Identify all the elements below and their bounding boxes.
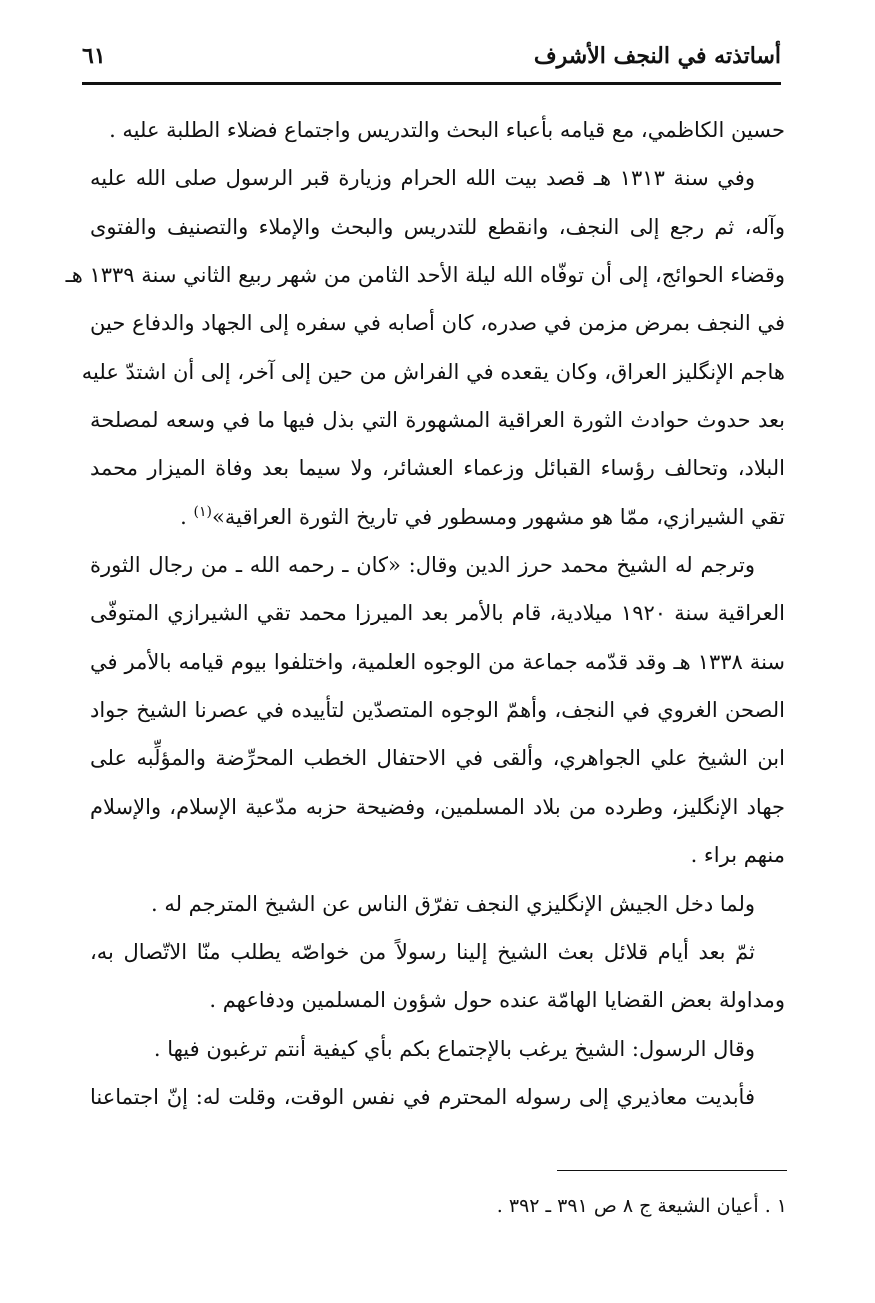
- text-line: [90, 400, 785, 448]
- text-line-content: ولما دخل الجيش الإنگليزي النجف تفرّق الناس عن الشيخ المترجم له .: [151, 891, 755, 916]
- text-line: [90, 787, 785, 835]
- text-line-content: بعد حدوث حوادث الثورة العراقية المشهورة التي بذل فيها ما في وسعه لمصلحة: [90, 408, 785, 433]
- page-header: [82, 36, 781, 76]
- text-line-content: في النجف بمرض مزمن في صدره، كان أصابه في سفره إلى الجهاد والدفاع حين: [90, 311, 785, 336]
- body-text: [65, 110, 785, 1125]
- text-line: [90, 303, 785, 351]
- text-line: [90, 448, 785, 496]
- text-line-content: وقضاء الحوائج، إلى أن توفّاه الله ليلة الأحد الثامن من شهر ربيع الثاني سنة ١٣٣٩ هـ: [65, 263, 785, 288]
- text-line-content: ثمّ بعد أيام قلائل بعث الشيخ إلينا رسولاً من خواصّه يطلب منّا الاتّصال به،: [90, 939, 755, 964]
- text-line-content: ومداولة بعض القضايا الهامّة عنده حول شؤون المسلمين ودفاعهم .: [209, 988, 785, 1013]
- text-line-content: وترجم له الشيخ محمد حرز الدين وقال: «كان ـ رحمه الله ـ من رجال الثورة: [90, 553, 755, 578]
- text-line: [90, 207, 785, 255]
- text-line-content: ابن الشيخ علي الجواهري، وألقى في الاحتفال الخطب المحرِّضة والمؤلِّبه على: [90, 746, 785, 771]
- text-line: [90, 545, 785, 593]
- header-rule: [82, 82, 781, 85]
- text-line-content: وفي سنة ١٣١٣ هـ قصد بيت الله الحرام وزيارة قبر الرسول صلى الله عليه: [90, 166, 755, 191]
- text-line: [90, 642, 785, 690]
- text-line: [90, 932, 785, 980]
- footnote: ١ . أعيان الشيعة ج ٨ ص ٣٩١ ـ ٣٩٢ .: [496, 1195, 787, 1217]
- footnote-rule: [557, 1170, 787, 1171]
- text-line: [90, 1077, 785, 1125]
- text-line: [90, 884, 785, 932]
- text-line: [90, 497, 785, 545]
- text-line: [65, 255, 785, 303]
- text-line-content: منهم براء .: [690, 843, 785, 868]
- text-line-content: وقال الرسول: الشيخ يرغب بالإجتماع بكم بأي كيفية أنتم ترغبون فيها .: [153, 1036, 755, 1061]
- text-line-content: حسين الكاظمي، مع قيامه بأعباء البحث والتدريس واجتماع فضلاء الطلبة عليه .: [109, 118, 785, 142]
- text-line: [90, 835, 785, 883]
- text-line-tail: .: [180, 504, 194, 529]
- text-line-content: الصحن الغروي في النجف، وأهمّ الوجوه المتصدّين لتأييده في عصرنا الشيخ جواد: [90, 698, 785, 723]
- text-line-content: العراقية سنة ١٩٢٠ ميلادية، قام بالأمر بعد الميرزا محمد تقي الشيرازي المتوفّى: [90, 601, 785, 626]
- text-line-content: تقي الشيرازي، ممّا هو مشهور ومسطور في تاريخ الثورة العراقية»: [212, 504, 785, 529]
- text-line: [90, 1029, 785, 1077]
- text-line-content: فأبديت معاذيري إلى رسوله المحترم في نفس الوقت، وقلت له: إنّ اجتماعنا: [90, 1084, 755, 1109]
- footnote-reference[interactable]: (١): [193, 503, 212, 520]
- text-line: [90, 738, 785, 786]
- running-title: أساتذته في النجف الأشرف: [533, 43, 781, 69]
- text-line: [90, 593, 785, 641]
- text-line: [90, 110, 785, 158]
- text-line-content: البلاد، وتحالف رؤساء القبائل وزعماء العشائر، ولا سيما بعد وفاة الميزار محمد: [90, 456, 785, 481]
- text-line: [90, 690, 785, 738]
- text-line-content: هاجم الإنگليز العراق، وكان يقعده في الفراش من حين إلى آخر، إلى أن اشتدّ عليه: [81, 359, 785, 384]
- page-number: ٦١: [82, 43, 106, 69]
- text-line: [90, 980, 785, 1028]
- text-line-content: سنة ١٣٣٨ هـ وقد قدّمه جماعة من الوجوه العلمية، واختلفوا بيوم قيامه بالأمر في: [90, 649, 785, 674]
- text-line: [81, 352, 785, 400]
- text-line-content: وآله، ثم رجع إلى النجف، وانقطع للتدريس والبحث والإملاء والتصنيف والفتوى: [90, 214, 785, 239]
- text-line-content: جهاد الإنگليز، وطرده من بلاد المسلمين، وفضيحة حزبه مدّعية الإسلام، والإسلام: [90, 794, 785, 819]
- text-line: [90, 158, 785, 206]
